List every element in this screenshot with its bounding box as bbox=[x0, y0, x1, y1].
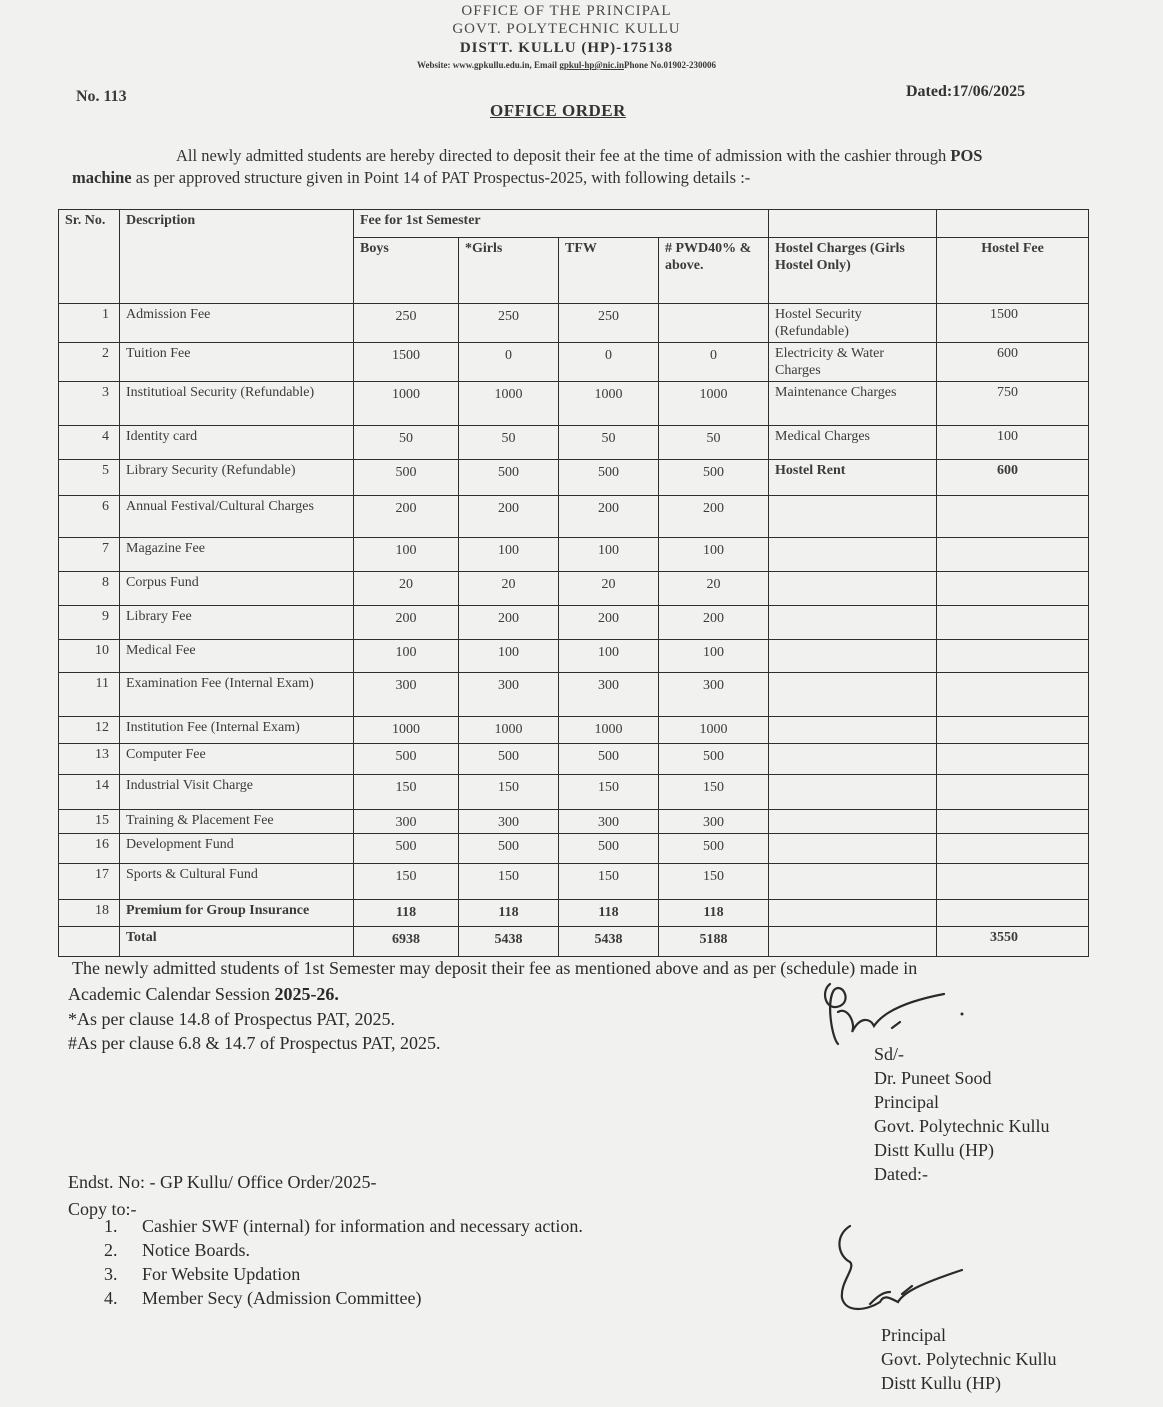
fee-girls: 100 bbox=[459, 538, 559, 572]
hostel-charge-label bbox=[769, 717, 937, 744]
hostel-charge-label: Maintenance Charges bbox=[769, 382, 937, 426]
sig1-title: Principal bbox=[874, 1092, 939, 1112]
fee-description: Corpus Fund bbox=[120, 572, 354, 606]
fee-sr: 11 bbox=[59, 673, 120, 717]
table-row bbox=[59, 744, 1089, 775]
fee-description: Industrial Visit Charge bbox=[120, 775, 354, 810]
hostel-fee-value: 600 bbox=[937, 460, 1089, 496]
hostel-charge-label bbox=[769, 496, 937, 538]
header-fee-group: Fee for 1st Semester bbox=[354, 210, 769, 238]
fee-sr: 12 bbox=[59, 717, 120, 744]
fee-girls: 500 bbox=[459, 834, 559, 864]
fee-boys: 500 bbox=[354, 744, 459, 775]
table-row bbox=[59, 343, 1089, 382]
table-row bbox=[59, 304, 1089, 343]
fee-boys: 500 bbox=[354, 460, 459, 496]
fee-description: Admission Fee bbox=[120, 304, 354, 343]
hostel-fee-value bbox=[937, 810, 1089, 834]
fee-description: Institutioal Security (Refundable) bbox=[120, 382, 354, 426]
fee-sr: 15 bbox=[59, 810, 120, 834]
header-sr: Sr. No. bbox=[59, 210, 120, 304]
hostel-fee-value bbox=[937, 744, 1089, 775]
fee-description: Training & Placement Fee bbox=[120, 810, 354, 834]
fee-sr: 3 bbox=[59, 382, 120, 426]
fee-sr: 17 bbox=[59, 864, 120, 900]
fee-tfw: 500 bbox=[559, 834, 659, 864]
table-row bbox=[59, 460, 1089, 496]
fee-pwd: 100 bbox=[659, 640, 769, 673]
table-row bbox=[59, 834, 1089, 864]
header-boys: Boys bbox=[354, 238, 459, 304]
fee-tfw: 500 bbox=[559, 460, 659, 496]
sig1-sd: Sd/- bbox=[874, 1044, 905, 1064]
fee-boys: 500 bbox=[354, 834, 459, 864]
table-row bbox=[59, 864, 1089, 900]
copy-to-list bbox=[104, 1214, 583, 1310]
fee-description: Annual Festival/Cultural Charges bbox=[120, 496, 354, 538]
note-line-4: #As per clause 6.8 & 14.7 of Prospectus PAT, 2025. bbox=[68, 1033, 441, 1053]
fee-boys: 100 bbox=[354, 640, 459, 673]
fee-pwd: 150 bbox=[659, 864, 769, 900]
fee-pwd: 500 bbox=[659, 834, 769, 864]
sig1-district: Distt Kullu (HP) bbox=[874, 1140, 995, 1160]
list-item-text: Cashier SWF (internal) for information and necessary action. bbox=[142, 1216, 583, 1236]
total-pwd: 5188 bbox=[659, 927, 769, 957]
list-item-text: Notice Boards. bbox=[142, 1240, 250, 1260]
note-line-3: *As per clause 14.8 of Prospectus PAT, 2025. bbox=[68, 1009, 395, 1029]
hostel-fee-value bbox=[937, 538, 1089, 572]
hostel-fee-value bbox=[937, 572, 1089, 606]
total-sr bbox=[59, 927, 120, 957]
total-boys: 6938 bbox=[354, 927, 459, 957]
hostel-fee-value bbox=[937, 717, 1089, 744]
fee-pwd: 118 bbox=[659, 900, 769, 927]
hostel-fee-value: 100 bbox=[937, 426, 1089, 460]
sig1-dated: Dated:- bbox=[874, 1164, 928, 1184]
fee-boys: 150 bbox=[354, 864, 459, 900]
fee-tfw: 100 bbox=[559, 640, 659, 673]
sig1-org: Govt. Polytechnic Kullu bbox=[874, 1116, 1050, 1136]
fee-girls: 118 bbox=[459, 900, 559, 927]
fee-sr: 1 bbox=[59, 304, 120, 343]
fee-pwd: 100 bbox=[659, 538, 769, 572]
sig2-org: Govt. Polytechnic Kullu bbox=[881, 1349, 1057, 1369]
table-row bbox=[59, 382, 1089, 426]
fee-girls: 300 bbox=[459, 810, 559, 834]
hostel-fee-value bbox=[937, 640, 1089, 673]
table-row bbox=[59, 673, 1089, 717]
fee-sr: 2 bbox=[59, 343, 120, 382]
hostel-fee-value bbox=[937, 834, 1089, 864]
header-hostel-charges: Hostel Charges (Girls Hostel Only) bbox=[769, 238, 937, 304]
fee-description: Tuition Fee bbox=[120, 343, 354, 382]
signature-block-1 bbox=[874, 1042, 1049, 1186]
table-row bbox=[59, 496, 1089, 538]
total-tfw: 5438 bbox=[559, 927, 659, 957]
fee-boys: 50 bbox=[354, 426, 459, 460]
fee-pwd: 300 bbox=[659, 810, 769, 834]
list-item bbox=[104, 1238, 583, 1262]
order-date: Dated:17/06/2025 bbox=[906, 83, 1026, 100]
fee-tfw: 1000 bbox=[559, 717, 659, 744]
fee-description: Development Fund bbox=[120, 834, 354, 864]
hostel-charge-label bbox=[769, 834, 937, 864]
fee-sr: 7 bbox=[59, 538, 120, 572]
note-line-1 bbox=[72, 956, 917, 980]
header-hostel-blank-2 bbox=[937, 210, 1089, 238]
fee-girls: 200 bbox=[459, 606, 559, 640]
table-row bbox=[59, 717, 1089, 744]
fee-description: Library Fee bbox=[120, 606, 354, 640]
fee-girls: 1000 bbox=[459, 717, 559, 744]
fee-sr: 5 bbox=[59, 460, 120, 496]
fee-pwd: 500 bbox=[659, 744, 769, 775]
header-hostel-fee: Hostel Fee bbox=[937, 238, 1089, 304]
fee-pwd: 500 bbox=[659, 460, 769, 496]
total-label: Total bbox=[120, 927, 354, 957]
fee-table bbox=[58, 209, 1089, 957]
hostel-charge-label bbox=[769, 775, 937, 810]
fee-tfw: 0 bbox=[559, 343, 659, 382]
list-item-number: 1. bbox=[104, 1216, 118, 1236]
fee-tfw: 150 bbox=[559, 775, 659, 810]
fee-girls: 500 bbox=[459, 460, 559, 496]
hostel-charge-label: Hostel Security (Refundable) bbox=[769, 304, 937, 343]
session-year: 2025-26. bbox=[274, 984, 339, 1004]
letterhead-address: DISTT. KULLU (HP)-175138 bbox=[459, 40, 674, 56]
fee-girls: 50 bbox=[459, 426, 559, 460]
table-row bbox=[59, 810, 1089, 834]
hostel-charge-label bbox=[769, 900, 937, 927]
hostel-fee-value bbox=[937, 673, 1089, 717]
fee-boys: 300 bbox=[354, 673, 459, 717]
fee-girls: 150 bbox=[459, 775, 559, 810]
fee-girls: 0 bbox=[459, 343, 559, 382]
table-row bbox=[59, 538, 1089, 572]
hostel-charge-label bbox=[769, 606, 937, 640]
list-item-text: For Website Updation bbox=[142, 1264, 301, 1284]
list-item bbox=[104, 1214, 583, 1238]
fee-boys: 150 bbox=[354, 775, 459, 810]
fee-pwd: 200 bbox=[659, 606, 769, 640]
fee-pwd: 0 bbox=[659, 343, 769, 382]
fee-sr: 4 bbox=[59, 426, 120, 460]
fee-girls: 100 bbox=[459, 640, 559, 673]
fee-description: Sports & Cultural Fund bbox=[120, 864, 354, 900]
fee-description: Computer Fee bbox=[120, 744, 354, 775]
list-item-text: Member Secy (Admission Committee) bbox=[142, 1288, 422, 1308]
fee-tfw: 500 bbox=[559, 744, 659, 775]
fee-description: Institution Fee (Internal Exam) bbox=[120, 717, 354, 744]
list-item bbox=[104, 1286, 583, 1310]
fee-tfw: 200 bbox=[559, 606, 659, 640]
hostel-fee-value bbox=[937, 864, 1089, 900]
list-item-number: 4. bbox=[104, 1288, 118, 1308]
letterhead-contact bbox=[0, 56, 1133, 74]
hostel-charge-label bbox=[769, 572, 937, 606]
fee-girls: 200 bbox=[459, 496, 559, 538]
fee-pwd: 1000 bbox=[659, 382, 769, 426]
fee-boys: 118 bbox=[354, 900, 459, 927]
fee-boys: 100 bbox=[354, 538, 459, 572]
intro-text-1: All newly admitted students are hereby directed to deposit their fee at the time of admission with the cashier through bbox=[176, 146, 947, 165]
intro-paragraph bbox=[72, 145, 1042, 189]
note-line-2-text: Academic Calendar Session bbox=[68, 984, 270, 1004]
fee-boys: 300 bbox=[354, 810, 459, 834]
table-row bbox=[59, 900, 1089, 927]
fee-girls: 300 bbox=[459, 673, 559, 717]
fee-pwd: 20 bbox=[659, 572, 769, 606]
fee-description: Examination Fee (Internal Exam) bbox=[120, 673, 354, 717]
sig2-title: Principal bbox=[881, 1325, 946, 1345]
fee-description: Library Security (Refundable) bbox=[120, 460, 354, 496]
list-item-number: 3. bbox=[104, 1264, 118, 1284]
table-row bbox=[59, 606, 1089, 640]
table-total-row bbox=[59, 927, 1089, 957]
fee-tfw: 1000 bbox=[559, 382, 659, 426]
table-row bbox=[59, 572, 1089, 606]
fee-girls: 1000 bbox=[459, 382, 559, 426]
fee-sr: 13 bbox=[59, 744, 120, 775]
header-tfw: TFW bbox=[559, 238, 659, 304]
fee-girls: 500 bbox=[459, 744, 559, 775]
list-item bbox=[104, 1262, 583, 1286]
sig1-name: Dr. Puneet Sood bbox=[874, 1068, 992, 1088]
fee-girls: 20 bbox=[459, 572, 559, 606]
fee-sr: 6 bbox=[59, 496, 120, 538]
header-description: Description bbox=[120, 210, 354, 304]
hostel-charge-label bbox=[769, 673, 937, 717]
signature-1-image bbox=[812, 972, 972, 1052]
hostel-fee-value: 600 bbox=[937, 343, 1089, 382]
fee-description: Magazine Fee bbox=[120, 538, 354, 572]
note-line-1-text: The newly admitted students of 1st Semester may deposit their fee as mentioned above and as per (schedule) made in bbox=[72, 958, 918, 978]
table-row bbox=[59, 640, 1089, 673]
signature-2-image bbox=[820, 1222, 980, 1322]
hostel-charge-label: Medical Charges bbox=[769, 426, 937, 460]
list-item-number: 2. bbox=[104, 1240, 118, 1260]
fee-girls: 250 bbox=[459, 304, 559, 343]
hostel-charge-label bbox=[769, 810, 937, 834]
sig2-district: Distt Kullu (HP) bbox=[881, 1373, 1002, 1393]
header-pwd: # PWD40% & above. bbox=[659, 238, 769, 304]
hostel-charge-label bbox=[769, 744, 937, 775]
hostel-charge-label: Hostel Rent bbox=[769, 460, 937, 496]
page-title: OFFICE ORDER bbox=[490, 101, 626, 120]
fee-boys: 200 bbox=[354, 496, 459, 538]
fee-tfw: 20 bbox=[559, 572, 659, 606]
fee-sr: 8 bbox=[59, 572, 120, 606]
total-girls: 5438 bbox=[459, 927, 559, 957]
fee-tfw: 300 bbox=[559, 810, 659, 834]
fee-tfw: 118 bbox=[559, 900, 659, 927]
fee-tfw: 100 bbox=[559, 538, 659, 572]
fee-description: Identity card bbox=[120, 426, 354, 460]
fee-pwd: 300 bbox=[659, 673, 769, 717]
table-row bbox=[59, 426, 1089, 460]
website-text: Website: www.gpkullu.edu.in, Email bbox=[417, 60, 558, 70]
hostel-fee-value bbox=[937, 775, 1089, 810]
total-hostel-blank bbox=[769, 927, 937, 957]
hostel-fee-value bbox=[937, 606, 1089, 640]
fee-sr: 18 bbox=[59, 900, 120, 927]
hostel-charge-label bbox=[769, 864, 937, 900]
fee-boys: 20 bbox=[354, 572, 459, 606]
fee-pwd: 150 bbox=[659, 775, 769, 810]
fee-tfw: 200 bbox=[559, 496, 659, 538]
fee-pwd: 1000 bbox=[659, 717, 769, 744]
fee-pwd bbox=[659, 304, 769, 343]
fee-tfw: 150 bbox=[559, 864, 659, 900]
fee-pwd: 50 bbox=[659, 426, 769, 460]
fee-boys: 1000 bbox=[354, 382, 459, 426]
letterhead-institute: GOVT. POLYTECHNIC KULLU bbox=[452, 21, 681, 37]
fee-sr: 14 bbox=[59, 775, 120, 810]
order-number: No. 113 bbox=[76, 88, 127, 105]
fee-sr: 10 bbox=[59, 640, 120, 673]
fee-boys: 1500 bbox=[354, 343, 459, 382]
hostel-fee-value: 750 bbox=[937, 382, 1089, 426]
total-hostel-fee: 3550 bbox=[937, 927, 1089, 957]
hostel-charge-label bbox=[769, 538, 937, 572]
fee-tfw: 50 bbox=[559, 426, 659, 460]
letterhead-office: OFFICE OF THE PRINCIPAL bbox=[461, 3, 672, 19]
fee-girls: 150 bbox=[459, 864, 559, 900]
fee-description: Medical Fee bbox=[120, 640, 354, 673]
intro-bold: POS machine bbox=[72, 146, 983, 187]
phone-text: Phone No.01902-230006 bbox=[623, 60, 716, 70]
copy-to-label: Copy to:- bbox=[68, 1199, 137, 1219]
fee-sr: 16 bbox=[59, 834, 120, 864]
fee-tfw: 250 bbox=[559, 304, 659, 343]
hostel-charge-label bbox=[769, 640, 937, 673]
fee-boys: 200 bbox=[354, 606, 459, 640]
fee-boys: 250 bbox=[354, 304, 459, 343]
email-link[interactable]: gpkul-hp@nic.in bbox=[559, 60, 624, 70]
note-line-2 bbox=[68, 982, 339, 1006]
hostel-fee-value bbox=[937, 900, 1089, 927]
table-row bbox=[59, 775, 1089, 810]
fee-sr: 9 bbox=[59, 606, 120, 640]
fee-tfw: 300 bbox=[559, 673, 659, 717]
hostel-fee-value bbox=[937, 496, 1089, 538]
hostel-fee-value: 1500 bbox=[937, 304, 1089, 343]
hostel-charge-label: Electricity & Water Charges bbox=[769, 343, 937, 382]
fee-description: Premium for Group Insurance bbox=[120, 900, 354, 927]
intro-text-2: as per approved structure given in Point 14 of PAT Prospectus-2025, with following details :- bbox=[135, 168, 751, 187]
signature-block-2 bbox=[881, 1323, 1056, 1395]
header-girls: *Girls bbox=[459, 238, 559, 304]
fee-boys: 1000 bbox=[354, 717, 459, 744]
endorsement-number: Endst. No: - GP Kullu/ Office Order/2025- bbox=[68, 1172, 377, 1192]
fee-pwd: 200 bbox=[659, 496, 769, 538]
header-hostel-blank bbox=[769, 210, 937, 238]
